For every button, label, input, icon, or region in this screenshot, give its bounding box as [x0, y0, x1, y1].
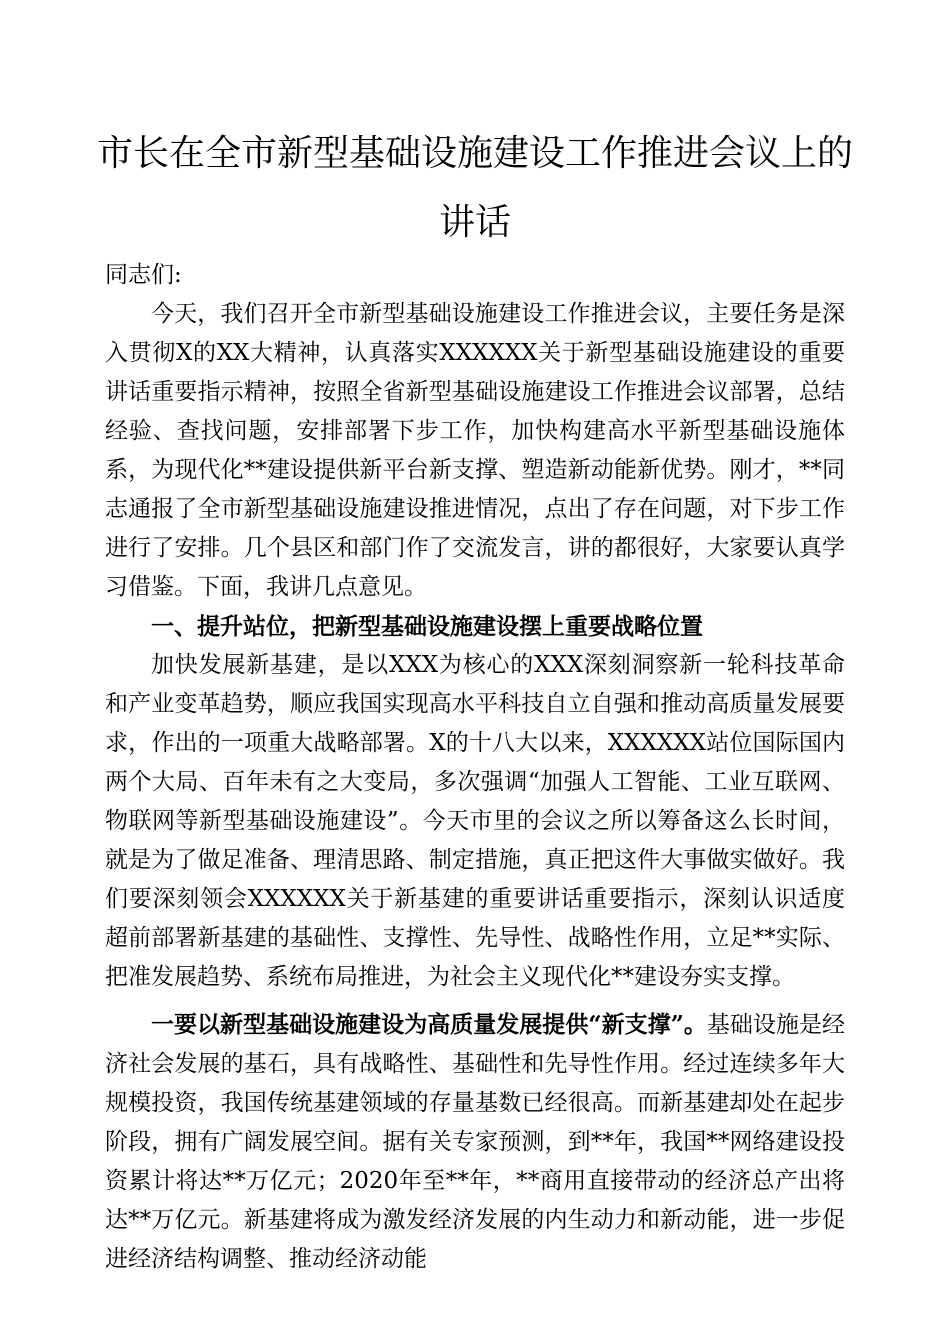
- salutation: 同志们:: [105, 262, 182, 288]
- intro-paragraph: 今天，我们召开全市新型基础设施建设工作推进会议，主要任务是深入贯彻X的XX大精神，认真落实XXXXXX关于新型基础设施建设的重要讲话重要指示精神，按照全省新型基础设施建设工作推进会议部署，总结经验、查找问题，安排部署下步工作，加快构建高水平新型基础设施体系，为现代化**建设提供新平台新支撑、塑造新动能新优势。刚才，**同志通报了全市新型基础设施建设推进情况，点出了存在问题，对下步工作进行了安排。几个县区和部门作了交流发言，讲的都很好，大家要认真学习借鉴。下面，我讲几点意见。: [105, 301, 845, 600]
- point-1-paragraph: [105, 1005, 845, 1279]
- point-1-lead: 一要以新型基础设施建设为高质量发展提供“新支撑”。: [151, 1011, 707, 1038]
- document-title-line-1: 市长在全市新型基础设施建设工作推进会议上的: [96, 133, 853, 174]
- section-1-paragraph: 加快发展新基建，是以XXX为核心的XXX深刻洞察新一轮科技革命和产业变革趋势，顺应我国实现高水平科技自立自强和推动高质量发展要求，作出的一项重大战略部署。X的十八大以来，XXXXXX站位国际国内两个大局、百年未有之大变局，多次强调“加强人工智能、工业互联网、物联网等新型基础设施建设”。今天市里的会议之所以筹备这么长时间，就是为了做足准备、理清思路、制定措施，真正把这件大事做实做好。我们要深刻领会XXXXXX关于新基建的重要讲话重要指示，深刻认识适度超前部署新基建的基础性、支撑性、先导性、战略性作用，立足**实际、把准发展趋势、系统布局推进，为社会主义现代化**建设夯实支撑。: [105, 652, 845, 990]
- document-body: [105, 256, 845, 1279]
- document-title-line-2: 讲话: [438, 202, 511, 243]
- point-1-text: 基础设施是经济社会发展的基石，具有战略性、基础性和先导性作用。经过连续多年大规模投资，我国传统基建领域的存量基数已经很高。而新基建却处在起步阶段，拥有广阔发展空间。据有关专家预测，到**年，我国**网络建设投资累计将达**万亿元；2020年至**年，**商用直接带动的经济总产出将达**万亿元。新基建将成为激发经济发展的内生动力和新动能，进一步促进经济结构调整、推动经济动能: [105, 1012, 845, 1272]
- section-1-heading: 一、提升站位，把新型基础设施建设摆上重要战略位置: [151, 613, 703, 640]
